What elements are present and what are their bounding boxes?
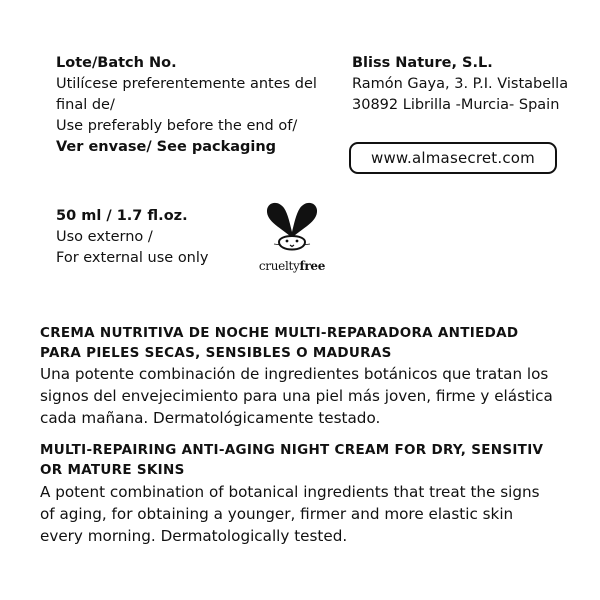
volume-info (56, 206, 256, 269)
best-before-es-line2: final de/ (56, 97, 115, 113)
volume-size: 50 ml / 1.7 fl.oz. (56, 208, 188, 224)
english-description: A potent combination of botanical ingredients that treat the signs of aging, for obtaining a younger, firmer and more elastic skin every morning. Dermatologically tested. (40, 483, 540, 545)
company-name: Bliss Nature, S.L. (352, 55, 493, 71)
external-use-en: For external use only (56, 250, 209, 266)
company-address-line2: 30892 Librilla -Murcia- Spain (352, 97, 560, 113)
company-info (352, 53, 582, 116)
cruelty-free-text: crueltyfree (258, 259, 326, 273)
cruelty-free-logo (252, 198, 332, 282)
best-before-en: Use preferably before the end of/ (56, 118, 298, 134)
company-address-line1: Ramón Gaya, 3. P.I. Vistabella (352, 76, 569, 92)
spanish-heading: CREMA NUTRITIVA DE NOCHE MULTI-REPARADORA ANTIEDAD PARA PIELES SECAS, SENSIBLES O MADURAS (40, 325, 519, 361)
website-box: www.almasecret.com (349, 142, 557, 174)
external-use-es: Uso externo / (56, 229, 153, 245)
bunny-heart-icon (252, 198, 332, 260)
batch-label: Lote/Batch No. (56, 55, 177, 71)
see-packaging: Ver envase/ See packaging (56, 139, 277, 155)
best-before-es-line1: Utilícese preferentemente antes del (56, 76, 317, 92)
english-heading: MULTI-REPAIRING ANTI-AGING NIGHT CREAM FOR DRY, SENSITIV OR MATURE SKINS (40, 442, 544, 478)
lot-info (56, 53, 336, 158)
spanish-description: Una potente combinación de ingredientes botánicos que tratan los signos del envejecimiento para una piel más joven, firme y elástica cada mañana. Dermatológicamente testado. (40, 365, 553, 427)
